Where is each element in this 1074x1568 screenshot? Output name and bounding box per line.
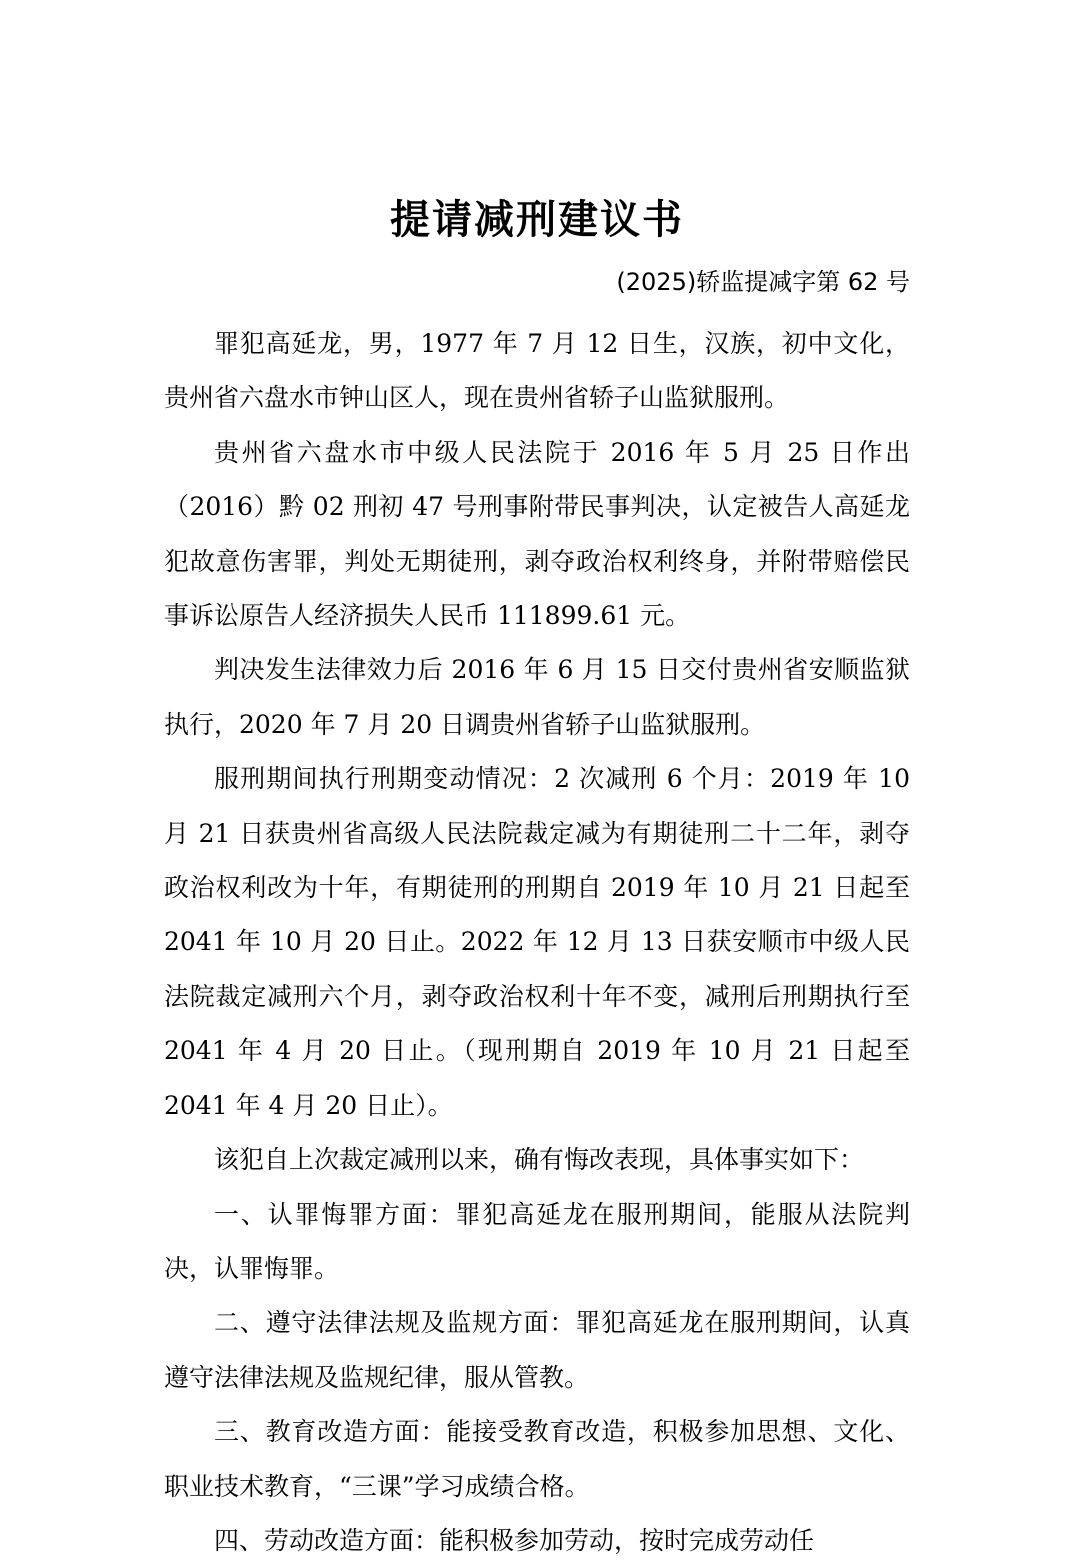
- document-title: 提请减刑建议书: [390, 196, 684, 243]
- paragraph-sentence-changes: 服刑期间执行刑期变动情况：2 次减刑 6 个月：2019 年 10 月 21 日获贵州省高级人民法院裁定减为有期徒刑二十二年，剥夺政治权利改为十年，有期徒刑的刑期自 2019 年 10 月 21 日起至 2041 年 10 月 20 日止。2022 年 12 月 13 日获安顺市中级人民法院裁定减刑六个月，剥夺政治权利十年不变，减刑后刑期执行至 2041 年 4 月 20 日止。（现刑期自 2019 年 10 月 21 日起至 2041 年 4 月 20 日止）。: [164, 764, 910, 1120]
- document-body: [164, 317, 910, 1568]
- paragraph-criminal-info: 罪犯高延龙，男，1977 年 7 月 12 日生，汉族，初中文化，贵州省六盘水市钟山区人，现在贵州省轿子山监狱服刑。: [164, 329, 910, 413]
- paragraph-obey-rules: 二、遵守法律法规及监规方面：罪犯高延龙在服刑期间，认真遵守法律法规及监规纪律，服从管教。: [164, 1308, 910, 1392]
- paragraph-repentance-intro: 该犯自上次裁定减刑以来，确有悔改表现，具体事实如下：: [214, 1145, 865, 1175]
- document-number: (2025)轿监提减字第 62 号: [616, 268, 910, 296]
- paragraph-judgment: 贵州省六盘水市中级人民法院于 2016 年 5 月 25 日作出（2016）黔 02 刑初 47 号刑事附带民事判决，认定被告人高延龙犯故意伤害罪，判处无期徒刑，剥夺政治权利终身，并附带赔偿民事诉讼原告人经济损失人民币 111899.61 元。: [164, 437, 910, 631]
- paragraph-education: 三、教育改造方面：能接受教育改造，积极参加思想、文化、职业技术教育，“三课”学习成绩合格。: [164, 1417, 910, 1501]
- paragraph-labor: 四、劳动改造方面：能积极参加劳动，按时完成劳动任: [214, 1525, 815, 1555]
- paragraph-admit-guilt: 一、认罪悔罪方面：罪犯高延龙在服刑期间，能服从法院判决，认罪悔罪。: [164, 1199, 910, 1283]
- paragraph-execution: 判决发生法律效力后 2016 年 6 月 15 日交付贵州省安顺监狱执行，2020 年 7 月 20 日调贵州省轿子山监狱服刑。: [164, 655, 910, 739]
